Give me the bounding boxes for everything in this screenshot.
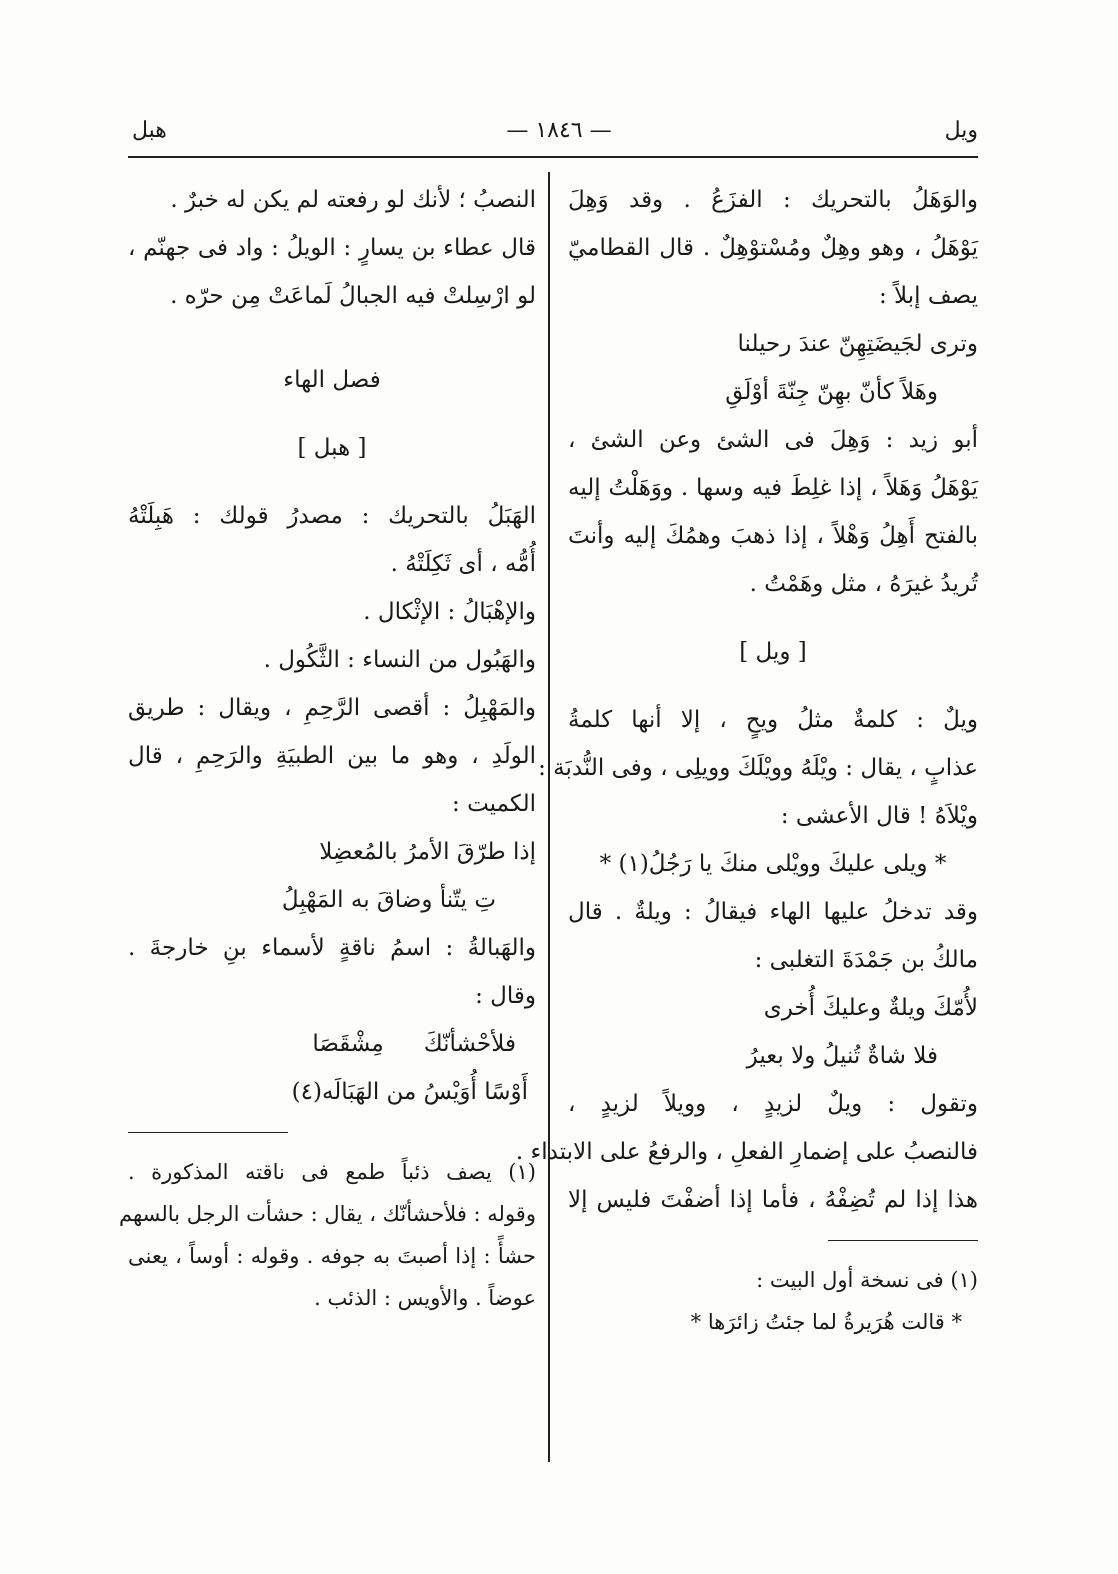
- page-number: — ١٨٤٦ —: [506, 118, 612, 143]
- verse-line: * ويلى عليكَ وويْلى منكَ يا رَجُلُ(١) *: [599, 851, 947, 877]
- verse-line: أَوْسًا أُوَيْسُ من الهَبَالَه(٤): [291, 1079, 528, 1105]
- text-line: والوَهَلُ بالتحريك : الفزَعُ . وقد وَهِلَ: [568, 187, 978, 213]
- header-root-word-left: هبل: [132, 118, 167, 143]
- verse-line: وترى لجَيضَتِهِنّ عندَ رحيلنا: [737, 331, 978, 357]
- footnote-line: (١) فى نسخة أول البيت :: [756, 1268, 978, 1292]
- text-line: يصف إبلاً :: [878, 283, 978, 309]
- text-line: النصبُ ؛ لأنك لو رفعته لم يكن له خبرٌ .: [170, 187, 536, 213]
- text-line: وتقول : ويلٌ لزيدٍ ، وويلاً لزيدٍ ،: [568, 1091, 978, 1117]
- text-line: أبو زيد : وَهِلَ فى الشئ وعن الشئ ،: [568, 427, 978, 453]
- text-line: الهَبَلُ بالتحريك : مصدرُ قولك : هَبِلَتْهُ: [128, 503, 536, 529]
- text-line: ويلٌ : كلمةٌ مثلُ ويحٍ ، إلا أنها كلمةُ: [568, 707, 978, 733]
- entry-heading: [ هبل ]: [297, 435, 367, 461]
- text-line: الولَدِ ، وهو ما بين الطبيَةِ والرَحِمِ ، قال: [128, 743, 536, 769]
- text-line: يَوْهَلُ وَهَلاً ، إذا غلِطَ فيه وسها . ووَهَلْتُ إليه: [568, 475, 978, 501]
- footnote-line: * قالت هُرَيرةُ لما جئتُ زائرَها *: [690, 1310, 962, 1334]
- text-line: لو ارْسِلتْ فيه الجبالُ لَماعَتْ مِن حرّه .: [170, 283, 536, 309]
- header-rule: [128, 156, 978, 158]
- text-line: قال عطاء بن يسارٍ : الويلُ : واد فى جهنّم ،: [128, 235, 536, 261]
- footnote-line: حشأً : إذا أصبتَ به جوفه . وقوله : أوساً ، يعنى: [128, 1244, 536, 1268]
- column-divider: [548, 172, 550, 1462]
- text-line: أُمُّه ، أى ثَكِلَتْهُ .: [390, 551, 536, 577]
- footnote-line: عوضاً . والأويس : الذئب .: [314, 1286, 536, 1310]
- text-line: بالفتح أَهِلُ وَهْلاً ، إذا ذهبَ وهمُكَ إليه وأنتَ: [568, 523, 978, 549]
- verse-hemistich: فلأحْشأنّكَ: [423, 1031, 516, 1057]
- footnote: [568, 1259, 978, 1343]
- footnote-rule: [828, 1240, 978, 1241]
- section-heading: فصل الهاء: [283, 367, 381, 393]
- verse-line: تِ يتّنأ وضاقَ به المَهْبِلُ: [281, 887, 496, 913]
- footnote-rule: [128, 1132, 288, 1133]
- text-line: والإهْبَالُ : الإثْكال .: [363, 599, 536, 625]
- text-line: الكميت :: [452, 791, 536, 817]
- left-column: [119, 176, 536, 1319]
- text-line: والهَبُول من النساء : الثَّكُول .: [263, 647, 536, 673]
- verse-line: [128, 1020, 536, 1068]
- text-line: ويْلاَهُ ! قال الأعشى :: [780, 803, 978, 829]
- text-line: عذابٍ ، يقال : ويْلَهُ وويْلَكَ وويلِى ، وفى النُّدبَة :: [538, 755, 978, 781]
- text-line: مالكُ بن جَمْدَةَ التغلبى :: [754, 947, 978, 973]
- text-line: فالنصبُ على إضمارِ الفعلِ ، والرفعُ على الابتداء .: [515, 1139, 978, 1165]
- text-line: هذا إذا لم تُضِفْهُ ، فأما إذا أضفْتَ فليس إلا: [568, 1187, 978, 1213]
- header-root-word-right: ويل: [944, 118, 978, 143]
- text-line: يَوْهَلُ ، وهو وهِلٌ ومُسْتوْهِلٌ . قال القطاميّ: [568, 235, 978, 261]
- footnote-line: وقوله : فلأحشأنّك ، يقال : حشأت الرجل بالسهم: [119, 1202, 536, 1226]
- text-line: والمَهْبِلُ : أقصى الرَّحِمِ ، ويقال : طريق: [128, 695, 536, 721]
- right-column: [515, 176, 978, 1343]
- footnote: [119, 1151, 536, 1319]
- text-line: والهَبالةُ : اسمُ ناقةٍ لأسماء بنِ خارجةَ .: [128, 935, 536, 961]
- text-line: وقال :: [475, 983, 536, 1009]
- verse-hemistich: مِشْقَصَا: [312, 1031, 384, 1057]
- footnote-line: (١) يصف ذئباً طمع فى ناقته المذكورة .: [128, 1160, 536, 1184]
- verse-line: لأُمّكَ ويلةٌ وعليكَ أُخرى: [763, 995, 978, 1021]
- verse-line: فلا شاةٌ تُنيلُ ولا بعيرُ: [746, 1043, 938, 1069]
- text-line: وقد تدخلُ عليها الهاء فيقالُ : ويلةٌ . قال: [568, 899, 978, 925]
- text-line: تُريدُ غيرَهُ ، مثل وهَمْتُ .: [749, 571, 978, 597]
- verse-line: وهَلاً كأنّ بهِنّ جِنّةَ أوْلَقِ: [725, 379, 938, 405]
- verse-line: إذا طرّقَ الأمرُ بالمُعضِلا: [319, 839, 536, 865]
- entry-heading: [ ويل ]: [739, 639, 807, 665]
